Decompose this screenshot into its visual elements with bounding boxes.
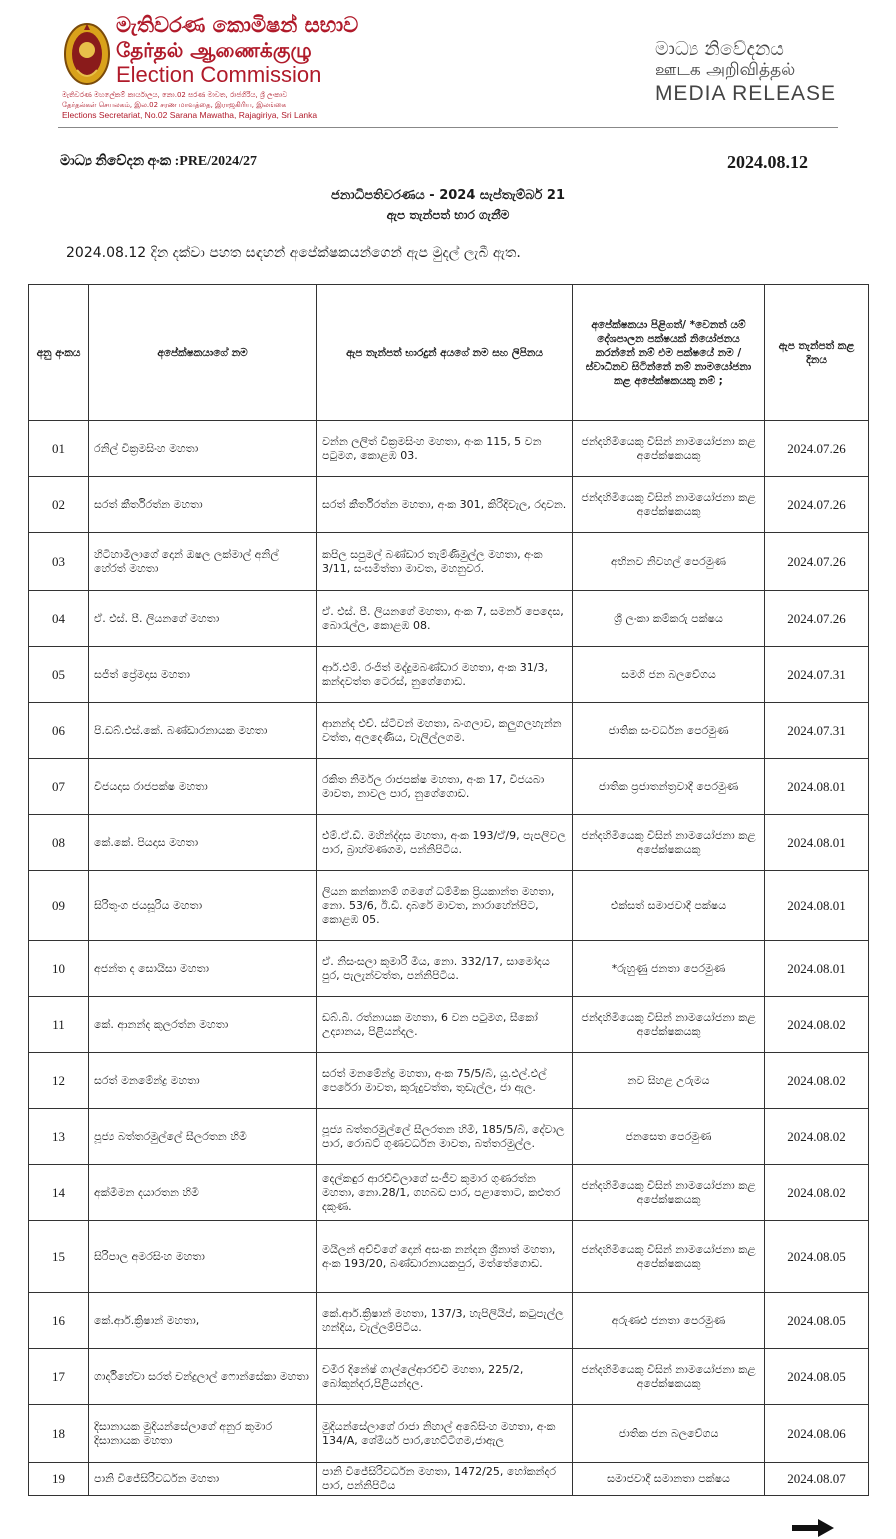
candidate-name: ගාර්දිහේවා සරත් චන්ද්‍රලාල් ෆොන්සේකා මහතා xyxy=(89,1349,317,1405)
table-row xyxy=(29,1053,869,1109)
candidate-name: පි.ඩබ්.එස්.කේ. බණ්ඩාරනායක මහතා xyxy=(89,703,317,759)
depositor-name-address: ආර්.එම්. රංජිත් මද්දුමබණ්ඩාර මහතා, අංක 31/3, කන්දවත්ත ටෙරස්, නුගේගොඩ. xyxy=(317,647,573,703)
header-number: අනු අංකය xyxy=(29,285,89,421)
row-number: 11 xyxy=(29,997,89,1053)
candidate-name: රනිල් වික්‍රමසිංහ මහතා xyxy=(89,421,317,477)
org-name-english: Election Commission xyxy=(116,62,322,87)
row-number: 04 xyxy=(29,591,89,647)
party-or-nomination: ජාතික ජන බලවේගය xyxy=(573,1405,765,1463)
org-name-sinhala: මැතිවරණ කොමිෂන් සභාව xyxy=(116,13,359,37)
address-sinhala: මැතිවරණ මහලේකම් කාර්යාලය, නො.02 සරණ මාවත, රාජගිරිය, ශ්‍රී ලංකාව xyxy=(62,91,288,99)
table-row xyxy=(29,1221,869,1293)
row-number: 02 xyxy=(29,477,89,533)
deposit-date: 2024.07.26 xyxy=(765,591,869,647)
row-number: 06 xyxy=(29,703,89,759)
org-name-tamil: தேர்தல் ஆணைக்குழு xyxy=(116,38,312,62)
depositor-name-address: කපිල සපුමල් බණ්ඩාර තැම්ණිමුල්ල මහතා, අංක 3/11, සංඝමිත්තා මාවත, මහනුවර. xyxy=(317,533,573,591)
header-deposit-date: ඇප තැන්පත් කළ දිනය xyxy=(765,285,869,421)
table-row xyxy=(29,1405,869,1463)
depositor-name-address: කේ.ආර්.ක්‍රිෂාන් මහතා, 137/3, හැපිලියිප්, කටුපැල්ල හන්දිය, වැල්ලම්පිටිය. xyxy=(317,1293,573,1349)
table-row xyxy=(29,815,869,871)
address-tamil: தேர்தல்கள் செயலகம், இல.02 சரண மாவத்தை, இராஜகிரிய, இலங்கை xyxy=(62,101,287,109)
table-row xyxy=(29,997,869,1053)
candidate-name: අක්මීමන දයාරතන හිමි xyxy=(89,1165,317,1221)
row-number: 14 xyxy=(29,1165,89,1221)
release-reference: මාධ්‍ය නිවේදන අංක :PRE/2024/27 xyxy=(60,154,258,169)
row-number: 17 xyxy=(29,1349,89,1405)
candidate-name: සිරිපාල අමරසිංහ මහතා xyxy=(89,1221,317,1293)
row-number: 05 xyxy=(29,647,89,703)
candidate-name: කේ. ආනන්ද කුලරත්න මහතා xyxy=(89,997,317,1053)
depositor-name-address: මුදියන්සේලාගේ රාජා නිහාල් අබේසිංහ මහතා, අංක 134/A, ශේමියර් පාර,හෙට්ටිගම,ජාඇල xyxy=(317,1405,573,1463)
candidate-name: සරත් කීර්තිරත්න මහතා xyxy=(89,477,317,533)
media-release-tamil: ஊடக அறிவித்தல் xyxy=(654,60,796,80)
header-party: අපේක්ෂකයා පිළිගත්/ *වෙනත් යම් දේශපාලන පක්ෂයක් නියෝජනය කරන්නේ නම් එම පක්ෂයේ නම / ස්වාධීනව සිටින්නේ නම් නාමයෝජනා කළ අපේක්ෂකයකු නම් ; xyxy=(573,285,765,421)
depositor-name-address: සරත් මනමේන්ද්‍ර මහතා, අංක 75/5/බී, යූ.එල්.එල් පෙරේරා මාවත, කුරුදුවත්ත, තුඩැල්ල, ජා ඇල. xyxy=(317,1053,573,1109)
table-row xyxy=(29,941,869,997)
candidate-name: පානි විජේසිරිවර්ධන මහතා xyxy=(89,1463,317,1496)
row-number: 12 xyxy=(29,1053,89,1109)
deposit-date: 2024.07.31 xyxy=(765,647,869,703)
candidate-name: ඒ. එස්. පී. ලියනගේ මහතා xyxy=(89,591,317,647)
header-candidate-name: අපේක්ෂකයාගේ නම xyxy=(89,285,317,421)
emblem-logo xyxy=(62,20,112,90)
depositor-name-address: ඒ. නිසංසලා කුමාරි මිය, නො. 332/17, සාමෝදය පුර, පැලැන්වත්ත, පන්නිපිටිය. xyxy=(317,941,573,997)
table-row xyxy=(29,1349,869,1405)
row-number: 18 xyxy=(29,1405,89,1463)
candidate-name: කේ.ආර්.ක්‍රිෂාන් මහතා, xyxy=(89,1293,317,1349)
candidate-name: කේ.කේ. පියදාස මහතා xyxy=(89,815,317,871)
row-number: 01 xyxy=(29,421,89,477)
depositor-name-address: ඒ. එස්. පී. ලියනගේ මහතා, අංක 7, සමනර් පෙදෙස, බොරැල්ල, කොළඹ 08. xyxy=(317,591,573,647)
table-row xyxy=(29,1463,869,1496)
release-title: ජනාධිපතිවරණය - 2024 සැප්තැම්බර් 21 xyxy=(331,188,565,203)
party-or-nomination: ජනසෙත පෙරමුණ xyxy=(573,1109,765,1165)
depositor-name-address: එම්.ඒ.ඩී. මහින්ද්දාස මහතා, අංක 193/ඒ/9, පැපලිවල පාර, බ්‍රාහ්මණගම, පන්නිපිටිය. xyxy=(317,815,573,871)
table-row xyxy=(29,533,869,591)
row-number: 15 xyxy=(29,1221,89,1293)
party-or-nomination: නව සිහළ උරුමය xyxy=(573,1053,765,1109)
table-header-row xyxy=(29,285,869,421)
deposit-date: 2024.07.26 xyxy=(765,421,869,477)
deposit-date: 2024.08.02 xyxy=(765,1109,869,1165)
depositor-name-address: මයිලන් අච්චිගේ දොන් අසංක නන්දන ශ්‍රීනාත් මහතා, අංක 193/20, බණ්ඩාරනායකපුර, මත්තේගොඩ. xyxy=(317,1221,573,1293)
party-or-nomination: අභිනව නිවහල් පෙරමුණ xyxy=(573,533,765,591)
party-or-nomination: සමාජවාදී සමානතා පක්ෂය xyxy=(573,1463,765,1496)
table-row xyxy=(29,1109,869,1165)
deposit-date: 2024.08.05 xyxy=(765,1221,869,1293)
deposit-date: 2024.08.05 xyxy=(765,1293,869,1349)
depositor-name-address: පූජ්‍ය බත්තරමුල්ලේ සීලරතන හිමි, 185/5/බී, දේවාල පාර, රොබට් ගුණවර්ධන මාවත, බත්තරමුල්ල. xyxy=(317,1109,573,1165)
release-subtitle: ඇප තැන්පත් භාර ගැනීම xyxy=(386,208,510,222)
table-row xyxy=(29,421,869,477)
deposit-date: 2024.08.01 xyxy=(765,941,869,997)
media-release-english: MEDIA RELEASE xyxy=(654,82,836,105)
party-or-nomination: ශ්‍රී ලංකා කම්කරු පක්ෂය xyxy=(573,591,765,647)
party-or-nomination: ජන්දහිමියෙකු විසින් නාමයෝජනා කළ අපේක්ෂකයකු xyxy=(573,815,765,871)
row-number: 07 xyxy=(29,759,89,815)
party-or-nomination: එක්සත් සමාජවාදී පක්ෂය xyxy=(573,871,765,941)
party-or-nomination: අරුණළු ජනතා පෙරමුණ xyxy=(573,1293,765,1349)
party-or-nomination: ජන්දහිමියෙකු විසින් නාමයෝජනා කළ අපේක්ෂකයකු xyxy=(573,1165,765,1221)
row-number: 16 xyxy=(29,1293,89,1349)
header-depositor: ඇප තැන්පත් භාරදුන් අයගේ නම සහ ලිපිනය xyxy=(317,285,573,421)
candidate-name: අජන්ත ද සොයිසා මහතා xyxy=(89,941,317,997)
arrow-right-icon xyxy=(790,1517,836,1539)
table-row xyxy=(29,1293,869,1349)
depositor-name-address: ඩබ්.බී. රත්නායක මහතා, 6 වන පටුමග, සීකෝ උද්‍යානය, පිළියන්දල. xyxy=(317,997,573,1053)
address-english: Elections Secretariat, No.02 Sarana Mawatha, Rajagiriya, Sri Lanka xyxy=(62,110,318,120)
candidate-name: පූජ්‍ය බත්තරමුල්ලේ සීලරතන හිමි xyxy=(89,1109,317,1165)
depositor-name-address: ආනන්ද එච්. ස්ටීවන් මහතා, බංගලාව, කලුගලහැන්න වත්ත, අලදෙණිය, වැලිල්ලගම. xyxy=(317,703,573,759)
deposit-date: 2024.07.31 xyxy=(765,703,869,759)
depositor-name-address: සරත් කීර්තිරත්න මහතා, අංක 301, කිරිදිවැල, රදාවන. xyxy=(317,477,573,533)
row-number: 19 xyxy=(29,1463,89,1496)
deposit-date: 2024.08.02 xyxy=(765,997,869,1053)
candidate-name: දිසානායක මුදියන්සේලාගේ අනුර කුමාර දිසානායක මහතා xyxy=(89,1405,317,1463)
party-or-nomination: ජන්දහිමියෙකු විසින් නාමයෝජනා කළ අපේක්ෂකයකු xyxy=(573,477,765,533)
deposit-date: 2024.08.06 xyxy=(765,1405,869,1463)
depositor-name-address: රකිත නිර්මල රාජපක්ෂ මහතා, අංක 17, විජයබා මාවත, නාවල පාර, නුගේගොඩ. xyxy=(317,759,573,815)
deposits-table xyxy=(28,284,869,1496)
table-row xyxy=(29,1165,869,1221)
candidate-name: සජිත් ප්‍රේමදාස මහතා xyxy=(89,647,317,703)
party-or-nomination: ජන්දහිමියෙකු විසින් නාමයෝජනා කළ අපේක්ෂකයකු xyxy=(573,997,765,1053)
table-row xyxy=(29,591,869,647)
organization-names xyxy=(116,12,376,88)
deposit-date: 2024.08.02 xyxy=(765,1165,869,1221)
table-row xyxy=(29,759,869,815)
deposit-date: 2024.07.26 xyxy=(765,477,869,533)
media-release-label xyxy=(655,38,836,107)
deposit-date: 2024.08.02 xyxy=(765,1053,869,1109)
deposit-date: 2024.08.07 xyxy=(765,1463,869,1496)
release-date: 2024.08.12 xyxy=(727,152,808,172)
row-number: 03 xyxy=(29,533,89,591)
party-or-nomination: ජාතික සංවර්ධන පෙරමුණ xyxy=(573,703,765,759)
intro-paragraph: 2024.08.12 දින දක්වා පහත සඳහන් අපේක්ෂකයන්ගෙන් ඇප මුදල් ලැබී ඇත. xyxy=(66,245,521,261)
deposit-date: 2024.08.05 xyxy=(765,1349,869,1405)
row-number: 09 xyxy=(29,871,89,941)
table-row xyxy=(29,647,869,703)
candidate-name: සිරිතුංග ජයසූරිය මහතා xyxy=(89,871,317,941)
table-row xyxy=(29,871,869,941)
deposit-date: 2024.07.26 xyxy=(765,533,869,591)
media-release-sinhala: මාධ්‍ය නිවේදනය xyxy=(654,38,784,60)
row-number: 13 xyxy=(29,1109,89,1165)
deposit-date: 2024.08.01 xyxy=(765,871,869,941)
party-or-nomination: ජන්දහිමියෙකු විසින් නාමයෝජනා කළ අපේක්ෂකයකු xyxy=(573,421,765,477)
candidate-name: හිටිහාමිලාගේ දොන් ඔෂල ලක්මාල් අනිල් හේරත් මහතා xyxy=(89,533,317,591)
depositor-name-address: දෙල්කඳුර ආරච්චිලාගේ සංජීව කුමාර ගුණරත්න මහතා, නො.28/1, ගහබඩ පාර, පළාතොට, කළුතර දකුණ. xyxy=(317,1165,573,1221)
party-or-nomination: *රුහුණු ජනතා පෙරමුණ xyxy=(573,941,765,997)
depositor-name-address: පානි විජේසිරිවර්ධන මහතා, 1472/25, හෝකන්දර පාර, පන්නිපිටිය xyxy=(317,1463,573,1496)
depositor-name-address: වන්න ලලිත් වික්‍රමසිංහ මහතා, අංක 115, 5 වන පටුමග, කොළඹ 03. xyxy=(317,421,573,477)
header-divider xyxy=(58,127,838,128)
depositor-name-address: චමිර දිනේෂ් ගාල්ලේආරච්චි මහතා, 225/2, බෝකුන්දර,පිළියන්දල. xyxy=(317,1349,573,1405)
candidate-name: විජයදාස රාජපක්ෂ මහතා xyxy=(89,759,317,815)
party-or-nomination: ජාතික ප්‍රජාතන්ත්‍රවාදී පෙරමුණ xyxy=(573,759,765,815)
row-number: 10 xyxy=(29,941,89,997)
party-or-nomination: ජන්දහිමියෙකු විසින් නාමයෝජනා කළ අපේක්ෂකයකු xyxy=(573,1349,765,1405)
depositor-name-address: ලියන කන්කානම් ගමගේ ධම්මික ප්‍රියකාන්ත මහතා, නො. 53/6, ඊ.ඩී. දාබරේ මාවත, නාරාහේන්පිට, කොළඹ 05. xyxy=(317,871,573,941)
row-number: 08 xyxy=(29,815,89,871)
table-row xyxy=(29,703,869,759)
party-or-nomination: සමගි ජන බලවේගය xyxy=(573,647,765,703)
deposit-date: 2024.08.01 xyxy=(765,815,869,871)
table-row xyxy=(29,477,869,533)
deposit-date: 2024.08.01 xyxy=(765,759,869,815)
candidate-name: සරත් මනමේන්ද්‍ර මහතා xyxy=(89,1053,317,1109)
party-or-nomination: ජන්දහිමියෙකු විසින් නාමයෝජනා කළ අපේක්ෂකයකු xyxy=(573,1221,765,1293)
